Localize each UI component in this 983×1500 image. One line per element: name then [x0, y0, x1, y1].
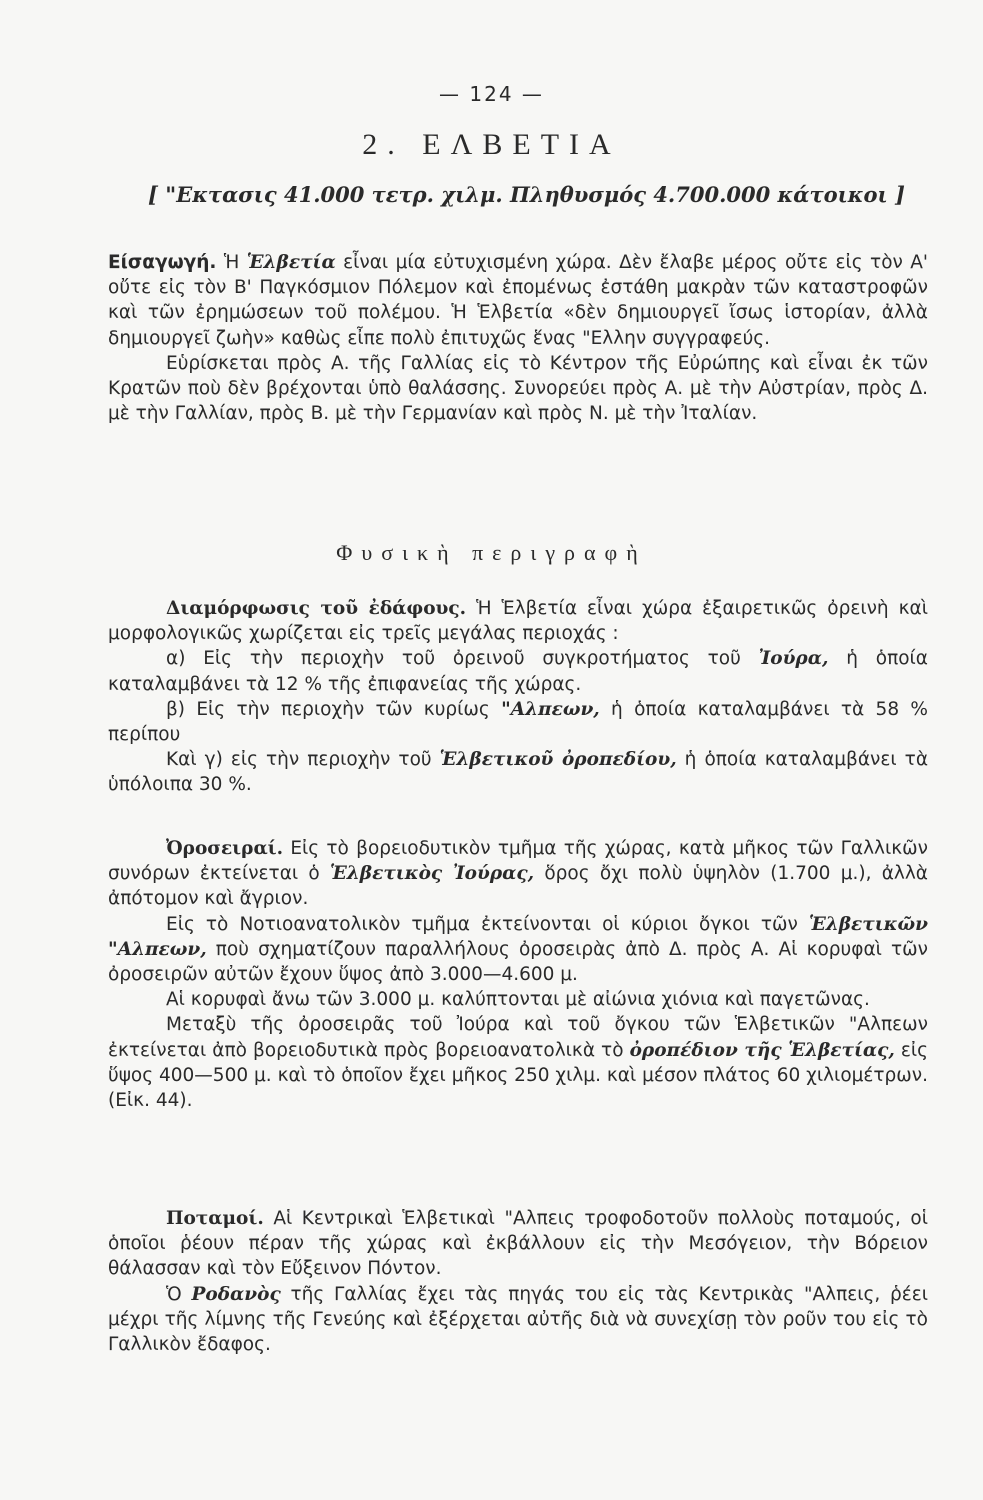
emphasis-rhone: Ροδανὸς: [191, 1283, 281, 1305]
ranges-text-2: Εἰς τὸ Νοτιοανατολικὸν τμῆμα ἐκτείνονται οἱ κύριοι ὄγκοι τῶν: [166, 913, 809, 935]
terrain-heading: Διαμόρφωσις τοῦ ἐδάφους.: [166, 598, 467, 619]
rivers-paragraph-1: [108, 1206, 928, 1282]
item-a-text-cont: ἡ ὁποία καταλαμβάνει τὰ 12 % τῆς ἐπιφανείας τῆς χώρας.: [108, 648, 929, 695]
rivers-text-2-cont: τῆς Γαλλίας ἔχει τὰς πηγάς του εἰς τὰς Κεντρικὰς "Αλπεις, ῥέει μέχρι τῆς λίμνης τῆς Γενεύης καὶ ἐξέρχεται αὐτῆς διὰ νὰ συνεχίσῃ τὸν ροῦν του εἰς τὸ Γαλλικὸν ἔδαφος.: [108, 1283, 928, 1356]
ranges-paragraph-2: [108, 912, 928, 988]
ranges-paragraph-4: [108, 1012, 928, 1113]
emphasis-swiss-jura: Ἑλβετικὸς Ἰούρας,: [330, 863, 535, 885]
ranges-paragraph-1: [108, 836, 928, 912]
rivers-text-1: Αἱ Κεντρικαὶ Ἑλβετικαὶ "Αλπεις τροφοδοτοῦν πολλοὺς ποταμούς, οἱ ὁποῖοι ῥέουν πέραν τῆς χώρας καὶ ἐκβάλλουν εἰς τὴν Μεσόγειον, τὴν Βόρειον θάλασσαν καὶ τὸν Εὔξεινον Πόντον.: [108, 1208, 928, 1280]
introduction-block: [108, 250, 928, 426]
ranges-paragraph-3: Αἱ κορυφαὶ ἄνω τῶν 3.000 μ. καλύπτονται μὲ αἰώνια χιόνια καὶ παγετῶνας.: [166, 989, 870, 1011]
item-c-text-cont: ἡ ὁποία καταλαμβάνει τὰ ὑπόλοιπα 30 %.: [108, 749, 929, 796]
ranges-heading: Ὀροσειραί.: [166, 838, 284, 859]
intro-text: Ἡ: [216, 252, 247, 273]
terrain-paragraph: [108, 596, 928, 646]
ranges-text-2-cont: ποὺ σχηματίζουν παραλλήλους ὀροσειρὰς ἀπὸ Δ. πρὸς Α. Αἱ κορυφαὶ τῶν ὀροσειρῶν αὐτῶν ἔχουν ὕψος ἀπὸ 3.000—4.600 μ.: [108, 938, 928, 986]
terrain-block: [108, 596, 928, 798]
page-number: — 124 —: [439, 82, 544, 106]
intro-text-cont: εἶναι μία εὐτυχισμένη χώρα. Δὲν ἔλαβε μέρος οὔτε εἰς τὸν Α' οὔτε εἰς τὸν Β' Παγκόσμιον Πόλεμον καὶ ἐπομένως ἐστάθη μακρὰν τῶν καταστροφῶν καὶ τῶν ἐρημώσεων τοῦ πολέμου. Ἡ Ἑλβετία «δὲν δημιουργεῖ ἴσως ἱστορίαν, ἀλλὰ δημιουργεῖ ζωὴν» καθὼς εἶπε πολὺ ἐπιτυχῶς ἕνας "Ελλην συγγραφεύς.: [108, 252, 929, 349]
terrain-item-b: [108, 697, 928, 747]
ranges-text-1-cont: ὅρος ὄχι πολὺ ὑψηλὸν (1.700 μ.), ἀλλὰ ἀπότομον καὶ ἄγριον.: [108, 863, 928, 910]
emphasis-switzerland: Ἑλβετία: [246, 252, 336, 273]
emphasis-alps: "Αλπεων,: [501, 698, 600, 720]
rivers-heading: Ποταμοί.: [166, 1208, 264, 1229]
intro-heading: Είσαγωγή.: [108, 252, 217, 273]
ranges-text-4: Μεταξὺ τῆς ὀροσειρᾶς τοῦ Ἰούρα καὶ τοῦ ὄγκου τῶν Ἑλβετικῶν "Αλπεων ἐκτείνεται ἀπὸ βορειοδυτικὰ πρὸς βορειοανατολικὰ τὸ: [108, 1014, 928, 1061]
ranges-block: [108, 836, 928, 1113]
emphasis-swiss-alps: Ἑλβετικῶν "Αλπεων,: [108, 913, 928, 960]
item-b-text: β) Εἰς τὴν περιοχὴν τῶν κυρίως: [166, 698, 502, 720]
rivers-block: [108, 1206, 928, 1357]
rivers-paragraph-2: [108, 1282, 928, 1358]
terrain-item-c: [108, 747, 928, 797]
emphasis-jura: Ἰούρα,: [758, 648, 829, 670]
location-paragraph: Εὑρίσκεται πρὸς Α. τῆς Γαλλίας εἰς τὸ Κέντρον τῆς Εὐρώπης καὶ εἶναι ἐκ τῶν Κρατῶν ποὺ δὲν βρέχονται ὑπὸ θαλάσσης. Συνορεύει πρὸς Α. μὲ τὴν Αὐστρίαν, πρὸς Δ. μὲ τὴν Γαλλίαν, πρὸς Β. μὲ τὴν Γερμανίαν καὶ πρὸς Ν. μὲ τὴν Ἰταλίαν.: [108, 352, 928, 425]
intro-paragraph: [108, 250, 928, 351]
emphasis-swiss-plateau: ὀροπέδιον τῆς Ἑλβετίας,: [629, 1039, 895, 1061]
chapter-title: 2. ΕΛΒΕΤΙΑ: [362, 128, 621, 161]
item-a-text: α) Εἰς τὴν περιοχὴν τοῦ ὀρεινοῦ συγκροτήματος τοῦ: [166, 648, 759, 670]
terrain-item-a: [108, 646, 928, 696]
terrain-text: Ἡ Ἑλβετία εἶναι χώρα ἐξαιρετικῶς ὀρεινὴ καὶ μορφολογικῶς χωρίζεται εἰς τρεῖς μεγάλας περιοχάς :: [108, 598, 928, 645]
area-population-line: [ "Εκτασις 41.000 τετρ. χιλμ. Πληθυσμός 4.700.000 κάτοικοι ]: [148, 182, 905, 207]
item-c-text: Καὶ γ) εἰς τὴν περιοχὴν τοῦ: [166, 749, 440, 771]
ranges-text-4-cont: εἰς ὕψος 400—500 μ. καὶ τὸ ὁποῖον ἔχει μῆκος 250 χιλμ. καὶ μέσον πλάτος 60 χιλιομέτρων. (Εἰκ. 44).: [108, 1039, 929, 1112]
ranges-text-1: Εἰς τὸ βορειοδυτικὸν τμῆμα τῆς χώρας, κατὰ μῆκος τῶν Γαλλικῶν συνόρων ἐκτείνεται ὁ: [108, 838, 928, 885]
emphasis-plateau: Ἑλβετικοῦ ὀροπεδίου,: [439, 749, 677, 771]
rivers-text-2: Ὁ: [166, 1283, 192, 1305]
item-b-text-cont: ἡ ὁποία καταλαμβάνει τὰ 58 % περίπου: [108, 698, 928, 746]
section-title: Φυσικὴ περιγραφὴ: [336, 540, 647, 565]
